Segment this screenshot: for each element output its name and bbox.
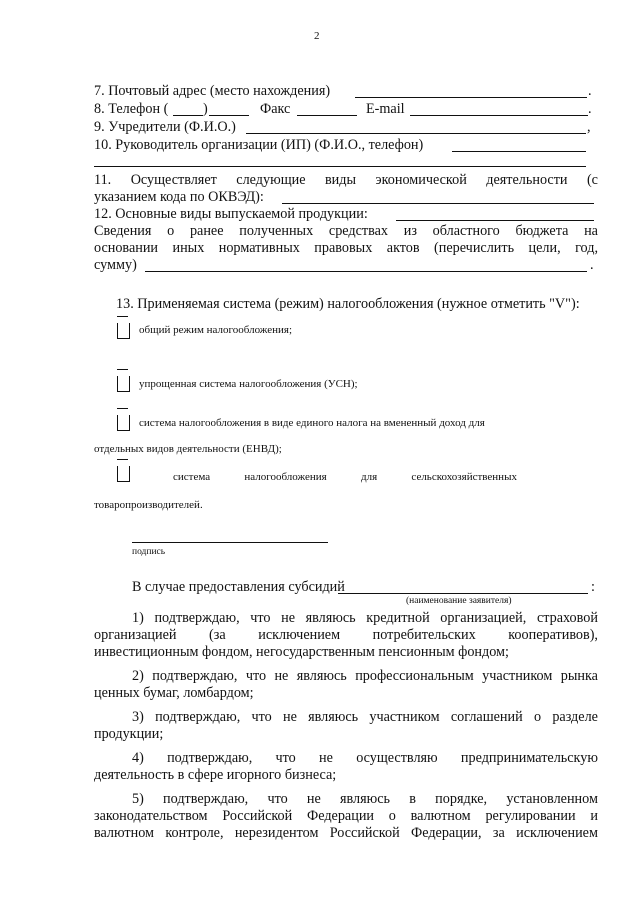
activity-word: Осуществляет xyxy=(130,172,217,188)
p4-line2: деятельность в сфере игорного бизнеса; xyxy=(94,767,337,783)
applicant-caption: (наименование заявителя) xyxy=(406,596,512,606)
funds-word: цели, xyxy=(528,240,561,256)
funds-line2 xyxy=(94,240,598,257)
activity-word: экономической xyxy=(375,172,467,188)
p5-word: контроле, xyxy=(165,825,224,841)
p3-word: участником xyxy=(369,709,440,725)
p1-line3: инвестиционным фондом, негосударственным пенсионным фондом; xyxy=(94,644,509,660)
activity-line1 xyxy=(94,172,598,189)
p5-word: являюсь xyxy=(340,791,391,807)
funds-line1 xyxy=(94,223,598,240)
checkbox-envd[interactable] xyxy=(117,415,130,431)
p1-word: организацией, xyxy=(440,610,527,626)
funds-field[interactable] xyxy=(145,271,587,272)
p5-word: законодательством xyxy=(94,808,208,824)
p5-word: в xyxy=(409,791,416,807)
p1-word: не xyxy=(281,610,296,626)
p1-line2 xyxy=(94,627,598,644)
signature-field[interactable] xyxy=(132,542,328,543)
p1-word: организацией xyxy=(94,627,177,643)
p5-word: исключением xyxy=(516,825,598,841)
p2-line2: ценных бумаг, ломбардом; xyxy=(94,685,254,701)
p4-line1 xyxy=(132,750,598,767)
p5-word: 5) xyxy=(132,791,144,807)
comma: , xyxy=(587,119,591,135)
p5-word: подтверждаю, xyxy=(163,791,249,807)
p1-line1 xyxy=(132,610,598,627)
postal-address-field[interactable] xyxy=(355,97,587,98)
founders-field[interactable] xyxy=(246,133,586,134)
option-envd-line2: отдельных видов деятельности (ЕНВД); xyxy=(94,443,282,455)
p1-word: исключением xyxy=(258,627,341,643)
subsidy-colon: : xyxy=(591,579,595,595)
checkbox-top xyxy=(117,316,128,317)
p5-line3 xyxy=(94,825,598,842)
p3-word: 3) xyxy=(132,709,144,725)
p5-word: валютном xyxy=(410,808,471,824)
funds-word: областного xyxy=(432,223,500,239)
funds-word: средствах xyxy=(328,223,389,239)
p4-word: 4) xyxy=(132,750,144,766)
signature-label: подпись xyxy=(132,547,166,557)
activity-word: следующие xyxy=(236,172,306,188)
funds-word: иных xyxy=(172,240,205,256)
founders-label: 9. Учредители (Ф.И.О.) xyxy=(94,119,236,135)
p5-word: валютном xyxy=(94,825,155,841)
funds-word: основании xyxy=(94,240,159,256)
p3-line1 xyxy=(132,709,598,726)
p1-word: кооперативов), xyxy=(508,627,598,643)
email-label: E-mail xyxy=(366,101,405,117)
p2-word: не xyxy=(274,668,289,684)
funds-word: год, xyxy=(575,240,598,256)
checkbox-top xyxy=(117,369,128,370)
p1-word: являюсь xyxy=(305,610,356,626)
p4-word: предпринимательскую xyxy=(460,750,598,766)
p5-word: Федерации, xyxy=(411,825,482,841)
option-usn-label: упрощенная система налогообложения (УСН); xyxy=(139,378,358,390)
option-agri-word: сельскохозяйственных xyxy=(411,471,517,483)
p1-word: (за xyxy=(209,627,226,643)
p4-word: не xyxy=(319,750,333,766)
p4-word: что xyxy=(275,750,296,766)
p5-word: не xyxy=(306,791,321,807)
p2-word: подтверждаю, xyxy=(152,668,238,684)
p3-word: соглашений xyxy=(450,709,523,725)
p2-word: являюсь xyxy=(296,668,347,684)
head-field[interactable] xyxy=(452,151,586,152)
p1-word: что xyxy=(250,610,271,626)
p2-word: участником xyxy=(482,668,553,684)
p2-word: рынка xyxy=(560,668,598,684)
period: . xyxy=(588,83,592,99)
p3-line2: продукции; xyxy=(94,726,164,742)
checkbox-agri[interactable] xyxy=(117,466,130,482)
funds-word: (перечислить xyxy=(434,240,515,256)
option-agri-word: система xyxy=(173,471,211,483)
p5-line2 xyxy=(94,808,598,825)
p5-word: о xyxy=(388,808,396,824)
checkbox-top xyxy=(117,459,128,460)
option-agri-line2: товаропроизводителей. xyxy=(94,499,203,511)
products-label: 12. Основные виды выпускаемой продукции: xyxy=(94,206,368,222)
p3-word: разделе xyxy=(552,709,598,725)
option-agri-word: для xyxy=(360,471,378,483)
fax-label: Факс xyxy=(260,101,291,117)
activity-word: (с xyxy=(586,172,598,188)
p1-word: страховой xyxy=(536,610,598,626)
email-field[interactable] xyxy=(410,115,588,116)
applicant-name-field[interactable] xyxy=(338,593,588,594)
head-field-line2[interactable] xyxy=(94,166,586,167)
p3-word: подтверждаю, xyxy=(155,709,241,725)
p3-word: не xyxy=(283,709,297,725)
phone-number-field[interactable] xyxy=(209,115,249,116)
funds-word: из xyxy=(403,223,417,239)
period: . xyxy=(588,101,592,117)
p5-word: что xyxy=(267,791,288,807)
p5-word: Российской xyxy=(222,808,293,824)
p1-word: кредитной xyxy=(366,610,430,626)
p3-word: являюсь xyxy=(308,709,359,725)
p2-word: 2) xyxy=(132,668,144,684)
phone-code-field[interactable] xyxy=(173,115,203,116)
checkbox-top xyxy=(117,408,128,409)
p5-word: Федерации xyxy=(307,808,375,824)
p2-word: что xyxy=(245,668,267,684)
postal-address-label: 7. Почтовый адрес (место нахождения) xyxy=(94,83,331,99)
p1-word: подтверждаю, xyxy=(154,610,240,626)
funds-word: правовых xyxy=(314,240,373,256)
phone-paren: ) xyxy=(203,101,208,117)
activity-line2: указанием кода по ОКВЭД): xyxy=(94,189,264,205)
p1-word: 1) xyxy=(132,610,144,626)
activity-field[interactable] xyxy=(282,203,594,204)
p2-word: профессиональным xyxy=(355,668,474,684)
funds-word: актов xyxy=(386,240,420,256)
p5-word: установленном xyxy=(506,791,598,807)
funds-word: ранее xyxy=(189,223,224,239)
phone-label: 8. Телефон ( xyxy=(94,101,169,117)
activity-word: деятельности xyxy=(486,172,568,188)
funds-word: бюджета xyxy=(515,223,569,239)
fax-field[interactable] xyxy=(297,115,357,116)
funds-line3: сумму) xyxy=(94,257,137,273)
page-number: 2 xyxy=(314,30,320,42)
p5-line1 xyxy=(132,791,598,808)
p3-word: что xyxy=(251,709,272,725)
funds-word: о xyxy=(167,223,175,239)
funds-word: полученных xyxy=(239,223,314,239)
option-agri-word: налогообложения xyxy=(244,471,327,483)
p4-word: осуществляю xyxy=(356,750,438,766)
p5-word: и xyxy=(590,808,598,824)
subsidy-intro: В случае предоставления субсидий xyxy=(132,579,345,595)
funds-word: на xyxy=(584,223,598,239)
p1-word: потребительских xyxy=(372,627,476,643)
checkbox-general[interactable] xyxy=(117,323,130,339)
p4-word: подтверждаю, xyxy=(167,750,253,766)
funds-word: нормативных xyxy=(218,240,300,256)
option-agri-line1 xyxy=(173,471,517,483)
p3-word: о xyxy=(533,709,542,725)
tax-title: 13. Применяемая система (режим) налогообложения (нужное отметить "V"): xyxy=(116,296,580,312)
checkbox-usn[interactable] xyxy=(117,376,130,392)
activity-word: виды xyxy=(324,172,357,188)
p5-word: порядке, xyxy=(435,791,488,807)
p5-word: Российской xyxy=(329,825,400,841)
activity-word: 11. xyxy=(94,172,112,188)
p5-word: регулировании xyxy=(485,808,576,824)
option-general-label: общий режим налогообложения; xyxy=(139,324,293,336)
option-envd-line1: система налогообложения в виде единого налога на вмененный доход для xyxy=(139,417,485,429)
funds-word: Сведения xyxy=(94,223,152,239)
products-field[interactable] xyxy=(396,220,594,221)
period: . xyxy=(590,257,594,273)
p5-word: за xyxy=(492,825,505,841)
head-label: 10. Руководитель организации (ИП) (Ф.И.О., телефон) xyxy=(94,137,424,153)
p5-word: нерезидентом xyxy=(234,825,319,841)
p2-line1 xyxy=(132,668,598,685)
